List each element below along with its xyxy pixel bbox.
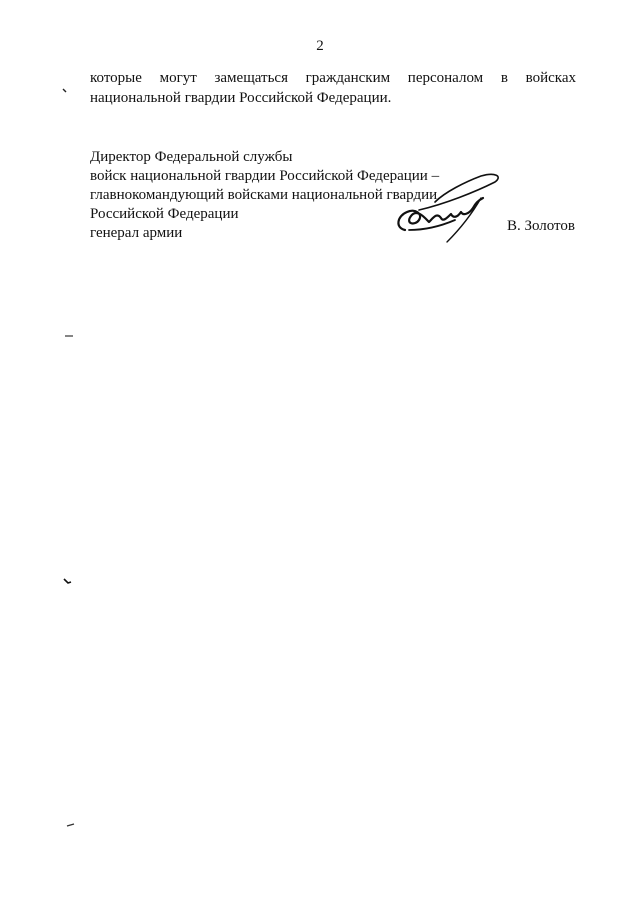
word: войсках	[525, 70, 576, 86]
word: в	[500, 70, 508, 86]
word: могут	[159, 70, 197, 86]
signatory-title-line: войск национальной гвардии Российской Федерации –	[90, 168, 440, 184]
scan-mark	[62, 88, 68, 94]
scan-mark	[64, 334, 74, 338]
signatory-title-line: главнокомандующий войсками национальной гвардии	[90, 187, 438, 203]
signer-name: В. Золотов	[506, 218, 575, 234]
word: замещаться	[214, 70, 288, 86]
word: гражданским	[305, 70, 391, 86]
paragraph-line: национальной гвардии Российской Федерации.	[90, 90, 392, 106]
scan-mark	[66, 823, 75, 827]
body-paragraph	[90, 68, 576, 108]
handwritten-signature	[385, 168, 505, 248]
scan-mark	[63, 578, 72, 585]
signatory-rank: генерал армии	[90, 225, 183, 241]
word: которые	[90, 70, 142, 86]
word: персоналом	[407, 70, 484, 86]
paragraph-line	[90, 68, 576, 88]
signatory-title-line: Директор Федеральной службы	[90, 149, 293, 165]
page-number: 2	[316, 38, 324, 54]
signatory-title-line: Российской Федерации	[90, 206, 239, 222]
